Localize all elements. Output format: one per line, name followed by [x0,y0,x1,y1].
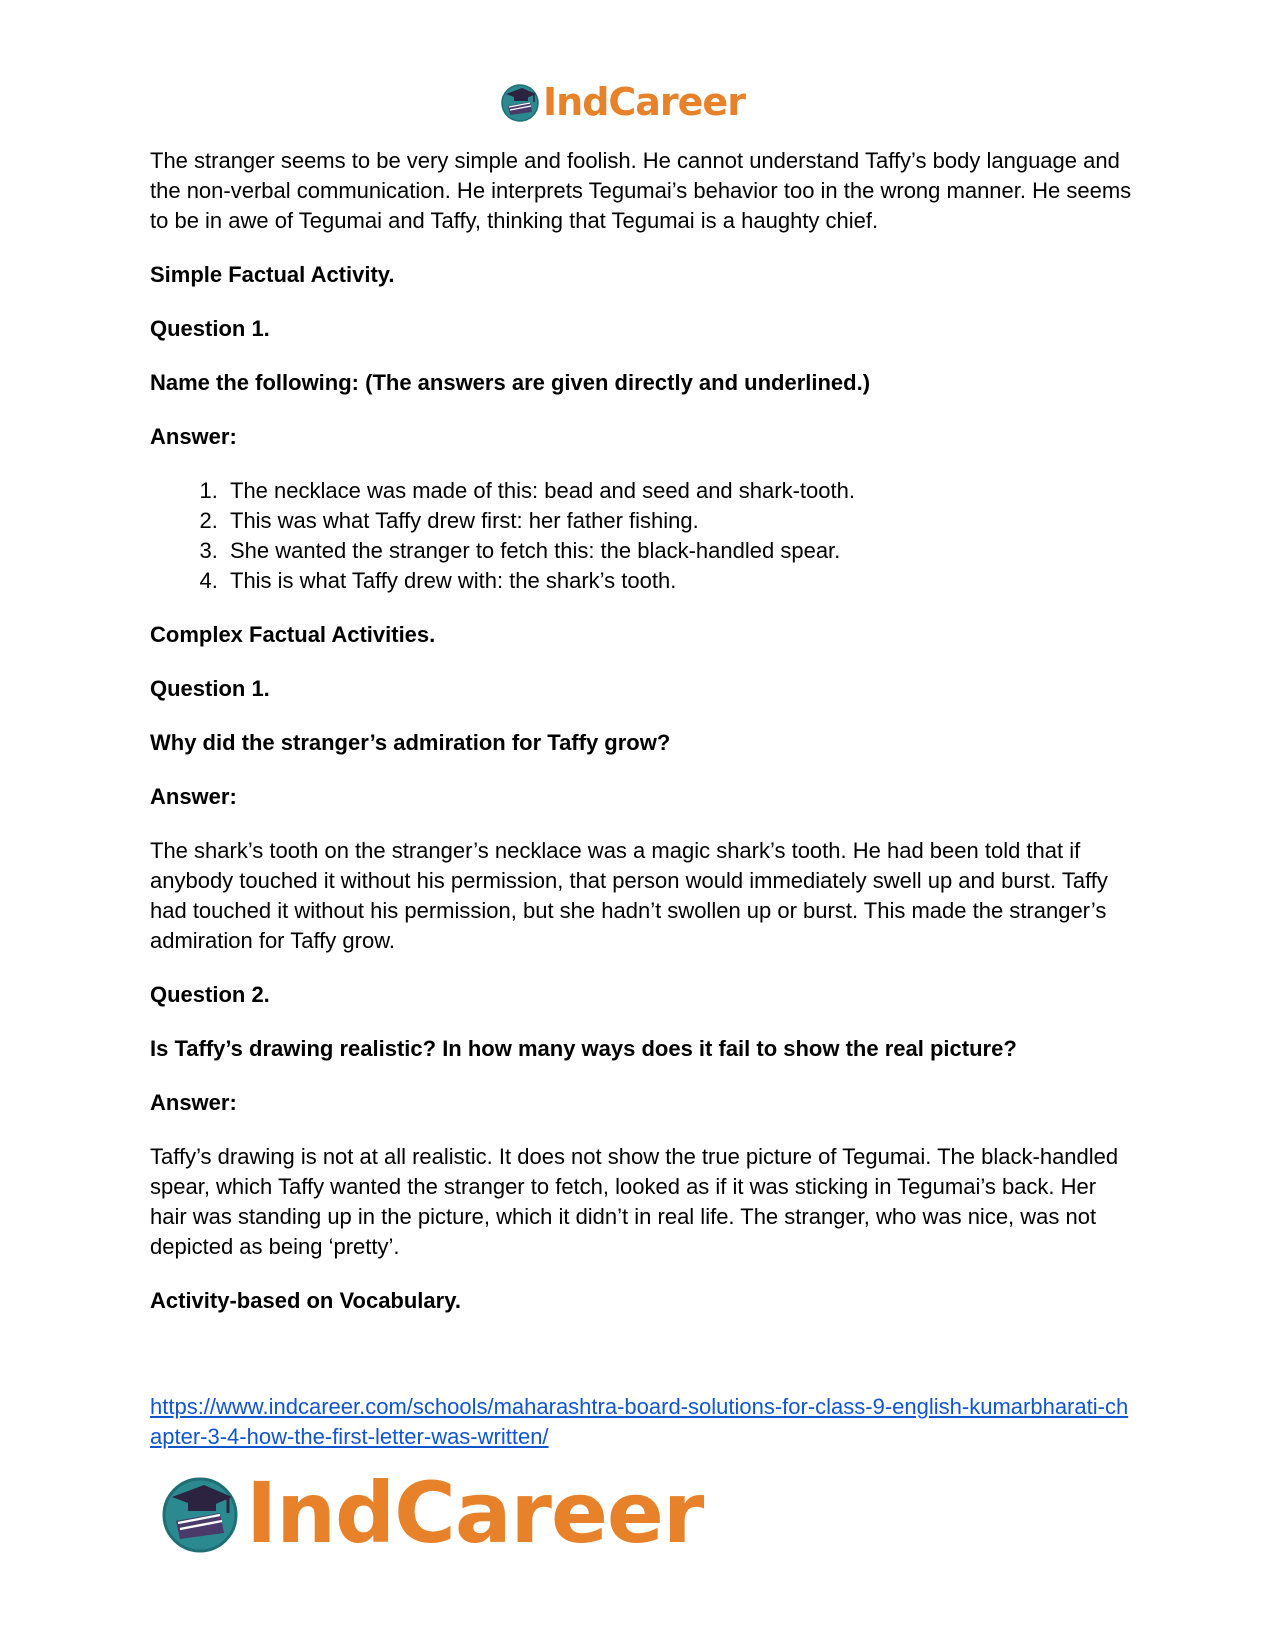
header-logo [500,80,745,124]
intro-paragraph: The stranger seems to be very simple and foolish. He cannot understand Taffy’s body language and the non-verbal communication. He interprets Tegumai’s behavior too in the wrong manner. He seems to be in awe of Tegumai and Taffy, thinking that Tegumai is a haughty chief. [150,148,1132,233]
list-item: 4. This is what Taffy drew with: the shark’s tooth. [224,566,1135,596]
question-label: Question 2. [150,982,270,1007]
footer-logo [160,1464,704,1562]
logo-text: IndCareer [246,1464,704,1562]
logo-text: IndCareer [543,80,745,124]
list-item: 3. She wanted the stranger to fetch this: the black-handled spear. [224,536,1135,566]
answer-paragraph: Taffy’s drawing is not at all realistic. It does not show the true picture of Tegumai. The black-handled spear, which Taffy wanted the stranger to fetch, looked as if it was sticking in Tegumai’s back. Her hair was standing up in the picture, which it didn’t in real life. The stranger, who was nice, was not depicted as being ‘pretty’. [150,1144,1119,1259]
answer-paragraph: The shark’s tooth on the stranger’s necklace was a magic shark’s tooth. He had been told that if anybody touched it without his permission, that person would immediately swell up and burst. Taffy had touched it without his permission, but she hadn’t swollen up or burst. This made the stranger’s admiration for Taffy grow. [150,838,1108,953]
source-link[interactable]: https://www.indcareer.com/schools/maharashtra-board-solutions-for-class-9-english-kumarbharati-chapter-3-4-how-the-first-letter-was-written/ [150,1394,1129,1449]
section-heading-simple: Simple Factual Activity. [150,262,395,287]
answer-label: Answer: [150,784,237,809]
section-heading-complex: Complex Factual Activities. [150,622,436,647]
answer-label: Answer: [150,1090,237,1115]
globe-cap-icon [160,1473,240,1553]
question-label: Question 1. [150,676,270,701]
document-body [150,146,1135,1340]
section-heading-vocabulary: Activity-based on Vocabulary. [150,1288,461,1313]
answer-label: Answer: [150,424,237,449]
question-text: Why did the stranger’s admiration for Taffy grow? [150,730,671,755]
list-item: 2. This was what Taffy drew first: her father fishing. [224,506,1135,536]
question-text: Is Taffy’s drawing realistic? In how many ways does it fail to show the real picture? [150,1036,1017,1061]
globe-cap-icon [500,82,540,122]
question-label: Question 1. [150,316,270,341]
question-text: Name the following: (The answers are given directly and underlined.) [150,370,871,395]
answer-list [150,476,1135,596]
list-item: 1. The necklace was made of this: bead and seed and shark-tooth. [224,476,1135,506]
